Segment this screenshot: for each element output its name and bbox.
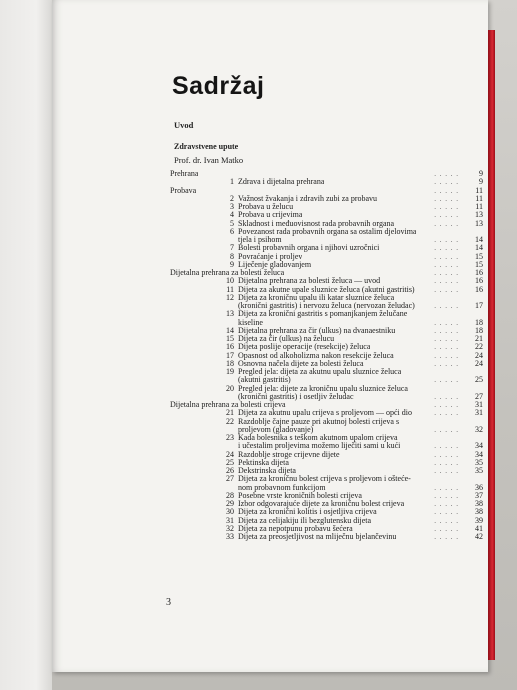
toc-entry — [170, 368, 485, 376]
toc-leader-dots: . . . . . — [434, 236, 459, 244]
toc-entry — [170, 500, 485, 508]
toc-entry — [170, 459, 485, 467]
toc-entry-number: 31 — [226, 515, 234, 525]
toc-entry-number: 11 — [226, 284, 234, 294]
toc-leader-dots: . . . . . — [434, 194, 459, 203]
toc-leader-dots: . . . . . — [434, 178, 459, 187]
toc-entry-title: Opasnost od alkoholizma nakon resekcije želuca — [238, 351, 394, 360]
page-title: Sadržaj — [172, 72, 265, 100]
toc-entry — [170, 475, 485, 483]
toc-entry-title: Dijeta za kronični kolitis i osjetljiva crijeva — [238, 508, 377, 517]
toc-entry-title: Osnovna načela dijete za bolesti želuca — [238, 359, 364, 368]
toc-entry-title: Dijetalna prehrana za bolesti želuca — [170, 269, 285, 277]
toc-leader-dots: . . . . . — [434, 508, 459, 517]
toc-entry-title: Pektinska dijeta — [238, 458, 289, 467]
toc-entry-page: 24 — [475, 350, 483, 360]
toc-entry-number: 5 — [230, 218, 234, 228]
page-number: 3 — [166, 597, 171, 608]
toc-leader-dots: . . . . . — [434, 467, 459, 475]
toc-entry — [170, 187, 485, 195]
toc-leader-dots: . . . . . — [434, 211, 459, 220]
toc-leader-dots: . . . . . — [434, 244, 459, 253]
toc-entry-title: Važnost žvakanja i zdravih zubi za probavu — [238, 194, 378, 203]
toc-entry — [170, 393, 485, 401]
toc-entry-number: 14 — [226, 325, 234, 335]
toc-leader-dots: . . . . . — [434, 302, 459, 310]
toc-entry — [170, 302, 485, 310]
toc-entry-number: 20 — [226, 383, 234, 393]
toc-entry-page: 15 — [475, 251, 483, 261]
toc-entry — [170, 203, 485, 211]
table-of-contents — [170, 170, 485, 541]
toc-entry-title: Dekstrinska dijeta — [238, 467, 296, 475]
toc-entry-title: Zdrava i dijetalna prehrana — [238, 178, 325, 187]
toc-entry — [170, 533, 485, 541]
toc-entry-page: 35 — [475, 466, 483, 475]
toc-entry-page: 36 — [475, 482, 483, 492]
toc-entry-page: 42 — [475, 532, 483, 541]
toc-entry-title: Dijeta za čir (ulkus) na želucu — [238, 335, 335, 343]
toc-entry-title: Razdoblje čajne pauze pri akutnoj bolesti crijeva s — [238, 417, 400, 426]
toc-entry — [170, 195, 485, 203]
toc-entry-title: Dijeta za kroničnu upalu ili katar sluznice želuca — [238, 293, 395, 302]
toc-entry-page: 41 — [475, 523, 483, 533]
toc-entry — [170, 253, 485, 261]
toc-entry-number: 28 — [226, 490, 234, 500]
toc-leader-dots: . . . . . — [434, 219, 459, 228]
toc-leader-dots: . . . . . — [434, 326, 459, 335]
toc-entry-title: Probava — [170, 186, 197, 195]
toc-entry-title: Pregled jela: dijeta za akutnu upalu sluznice želuca — [238, 368, 402, 376]
toc-entry-page: 38 — [475, 499, 483, 508]
toc-entry — [170, 451, 485, 459]
toc-entry-title: Dijetalna prehrana za čir (ulkus) na dvanaestniku — [238, 326, 396, 335]
toc-entry-title: Prehrana — [170, 170, 199, 178]
toc-entry-title: Kada bolesnika s teškom akutnom upalom crijeva — [238, 434, 398, 442]
toc-entry-title: Posebne vrste kroničnih bolesti crijeva — [238, 491, 362, 500]
toc-entry-title: (kronični gastritis) i nervozu želuca (nervozan želudac) — [238, 302, 415, 310]
toc-entry — [170, 286, 485, 294]
toc-entry-number: 13 — [226, 309, 234, 319]
toc-entry — [170, 294, 485, 302]
toc-entry — [170, 319, 485, 327]
toc-leader-dots: . . . . . — [434, 516, 459, 525]
toc-entry-title: (akutni gastritis) — [238, 376, 291, 385]
toc-entry-number: 7 — [230, 243, 234, 253]
toc-entry — [170, 401, 485, 409]
toc-leader-dots: . . . . . — [434, 376, 459, 385]
toc-entry — [170, 517, 485, 525]
toc-entry-page: 18 — [475, 325, 483, 335]
toc-entry-title: Dijetalna prehrana za bolesti želuca — uvod — [238, 277, 381, 286]
toc-entry — [170, 244, 485, 252]
toc-entry-page: 34 — [475, 441, 483, 451]
toc-entry-title: Dijeta za preosjetljivost na mliječnu bjelančevinu — [238, 533, 397, 541]
toc-entry-title: Probava u želucu — [238, 203, 294, 211]
toc-leader-dots: . . . . . — [434, 343, 459, 352]
toc-leader-dots: . . . . . — [434, 450, 459, 459]
toc-entry-page: 13 — [475, 210, 483, 220]
toc-entry-title: Bolesti probavnih organa i njihovi uzročnici — [238, 244, 380, 253]
toc-leader-dots: . . . . . — [434, 170, 459, 178]
toc-leader-dots: . . . . . — [434, 285, 459, 294]
toc-leader-dots: . . . . . — [434, 401, 459, 409]
toc-entry-page: 11 — [475, 193, 483, 203]
toc-entry-page: 25 — [475, 375, 483, 385]
toc-leader-dots: . . . . . — [434, 252, 459, 261]
toc-entry-number: 6 — [230, 226, 234, 236]
toc-entry — [170, 269, 485, 277]
toc-entry — [170, 178, 485, 186]
toc-entry-number: 30 — [226, 507, 234, 517]
toc-entry-page: 34 — [475, 449, 483, 459]
toc-leader-dots: . . . . . — [434, 277, 459, 286]
toc-entry — [170, 335, 485, 343]
toc-entry — [170, 484, 485, 492]
toc-entry-number: 21 — [226, 408, 234, 418]
toc-leader-dots: . . . . . — [434, 442, 459, 451]
toc-leader-dots: . . . . . — [434, 409, 459, 418]
toc-entry — [170, 376, 485, 384]
toc-entry — [170, 327, 485, 335]
toc-entry-page: 21 — [475, 334, 483, 343]
toc-entry-page: 15 — [475, 259, 483, 269]
toc-leader-dots: . . . . . — [434, 533, 459, 541]
toc-entry-title: Probava u crijevima — [238, 211, 303, 220]
toc-entry — [170, 492, 485, 500]
toc-entry-page: 9 — [479, 177, 483, 187]
toc-entry-page: 16 — [475, 284, 483, 294]
toc-entry-title: Dijeta za nepotpunu probavu šećera — [238, 524, 353, 533]
toc-entry-number: 10 — [226, 276, 234, 286]
toc-entry-number: 26 — [226, 466, 234, 475]
toc-entry-page: 27 — [475, 391, 483, 401]
toc-entry-title: Liječenje gladovanjem — [238, 260, 312, 269]
toc-entry — [170, 236, 485, 244]
toc-leader-dots: . . . . . — [434, 392, 459, 401]
toc-leader-dots: . . . . . — [434, 458, 459, 467]
toc-entry — [170, 343, 485, 351]
toc-leader-dots: . . . . . — [434, 359, 459, 368]
toc-entry — [170, 261, 485, 269]
toc-entry-title: i učestalim proljevima možemo liječiti sami u kući — [238, 442, 401, 451]
toc-entry-number: 23 — [226, 433, 234, 442]
toc-entry — [170, 418, 485, 426]
toc-entry-number: 4 — [230, 210, 234, 220]
toc-entry-title: Izbor odgovarajuće dijete za kroničnu bolest crijeva — [238, 500, 405, 508]
left-page — [0, 0, 52, 690]
toc-entry-title: Povraćanje i proljev — [238, 252, 303, 261]
toc-entry-title: Dijeta za akutne upale sluznice želuca (akutni gastritis) — [238, 285, 415, 294]
toc-entry-number: 25 — [226, 457, 234, 467]
toc-entry-number: 3 — [230, 202, 234, 211]
toc-leader-dots: . . . . . — [434, 351, 459, 360]
toc-entry-page: 9 — [479, 169, 483, 178]
toc-leader-dots: . . . . . — [434, 524, 459, 533]
toc-leader-dots: . . . . . — [434, 186, 459, 195]
toc-entry-number: 18 — [226, 358, 234, 368]
toc-entry-page: 31 — [475, 400, 483, 409]
toc-entry-title: proljevom (gladovanje) — [238, 425, 314, 434]
toc-entry-page: 37 — [475, 490, 483, 500]
book-page — [52, 0, 488, 672]
subsection-heading: Zdravstvene upute — [174, 142, 239, 151]
toc-entry-number: 22 — [226, 416, 234, 426]
toc-entry-title: Dijeta za akutnu upalu crijeva s proljevom — opći dio — [238, 409, 412, 418]
toc-entry-page: 38 — [475, 507, 483, 517]
toc-entry-page: 14 — [475, 243, 483, 253]
toc-entry — [170, 442, 485, 450]
toc-entry-number: 19 — [226, 367, 234, 376]
toc-leader-dots: . . . . . — [434, 203, 459, 211]
toc-entry-page: 32 — [475, 424, 483, 434]
toc-entry-number: 9 — [230, 259, 234, 269]
toc-entry-number: 2 — [230, 193, 234, 203]
toc-entry-page: 39 — [475, 515, 483, 525]
toc-entry-page: 11 — [475, 202, 483, 211]
toc-entry — [170, 467, 485, 475]
toc-entry — [170, 211, 485, 219]
section-uvod: Uvod — [174, 120, 194, 130]
toc-entry-page: 35 — [475, 457, 483, 467]
toc-entry — [170, 426, 485, 434]
toc-entry-title: Pregled jela: dijete za kroničnu upalu sluznice želuca — [238, 384, 408, 393]
toc-entry — [170, 360, 485, 368]
toc-entry-page: 11 — [475, 185, 483, 195]
toc-entry — [170, 434, 485, 442]
toc-entry — [170, 170, 485, 178]
toc-entry — [170, 310, 485, 318]
toc-entry — [170, 277, 485, 285]
toc-entry — [170, 409, 485, 417]
toc-entry — [170, 228, 485, 236]
toc-leader-dots: . . . . . — [434, 269, 459, 277]
toc-entry-number: 29 — [226, 499, 234, 508]
toc-entry-number: 27 — [226, 474, 234, 484]
toc-entry — [170, 385, 485, 393]
toc-entry-title: tjela i psihom — [238, 236, 282, 244]
toc-entry-page: 16 — [475, 268, 483, 277]
toc-entry-number: 16 — [226, 342, 234, 352]
toc-entry-title: Dijeta za kronični gastritis s pomanjkanjem želučane — [238, 310, 408, 319]
toc-entry-page: 24 — [475, 358, 483, 368]
toc-entry — [170, 220, 485, 228]
toc-entry-title: kiseline — [238, 318, 263, 327]
toc-entry-title: Dijeta za kroničnu bolest crijeva s proljevom i ošteće- — [238, 475, 411, 484]
toc-entry-page: 31 — [475, 408, 483, 418]
toc-entry-number: 17 — [226, 350, 234, 360]
toc-entry-page: 17 — [475, 301, 483, 310]
toc-entry-page: 16 — [475, 276, 483, 286]
toc-entry-number: 8 — [230, 251, 234, 261]
toc-entry-number: 15 — [226, 334, 234, 343]
toc-entry-number: 12 — [226, 292, 234, 302]
toc-leader-dots: . . . . . — [434, 500, 459, 508]
toc-entry-page: 22 — [475, 342, 483, 352]
toc-entry — [170, 508, 485, 516]
toc-leader-dots: . . . . . — [434, 483, 459, 492]
book-cover-edge — [488, 30, 495, 660]
toc-entry-title: Razdoblje stroge crijevne dijete — [238, 450, 340, 459]
toc-leader-dots: . . . . . — [434, 318, 459, 327]
toc-entry-number: 1 — [230, 177, 234, 187]
toc-leader-dots: . . . . . — [434, 335, 459, 343]
toc-entry-title: nom probavnom funkcijom — [238, 483, 326, 492]
toc-entry — [170, 352, 485, 360]
toc-leader-dots: . . . . . — [434, 260, 459, 269]
toc-leader-dots: . . . . . — [434, 491, 459, 500]
toc-entry-page: 13 — [475, 218, 483, 228]
toc-entry-page: 14 — [475, 235, 483, 244]
toc-entry-title: (kronični gastritis) i osetljiv želudac — [238, 392, 354, 401]
toc-entry-title: Dijeta poslije operacije (resekcije) želuca — [238, 343, 371, 352]
toc-entry-title: Povezanost rada probavnih organa sa ostalim djelovima — [238, 227, 417, 236]
toc-entry-page: 18 — [475, 317, 483, 327]
toc-entry-number: 33 — [226, 532, 234, 541]
toc-entry — [170, 525, 485, 533]
toc-entry-title: Dijeta za celijakiju ili bezglutensku dijeta — [238, 516, 372, 525]
toc-leader-dots: . . . . . — [434, 425, 459, 434]
toc-entry-title: Dijetalna prehrana za bolesti crijeva — [170, 401, 286, 409]
toc-entry-title: Skladnost i međuovisnost rada probavnih organa — [238, 219, 395, 228]
author-line: Prof. dr. Ivan Matko — [174, 155, 244, 165]
toc-entry-number: 24 — [226, 449, 234, 459]
toc-entry-number: 32 — [226, 523, 234, 533]
